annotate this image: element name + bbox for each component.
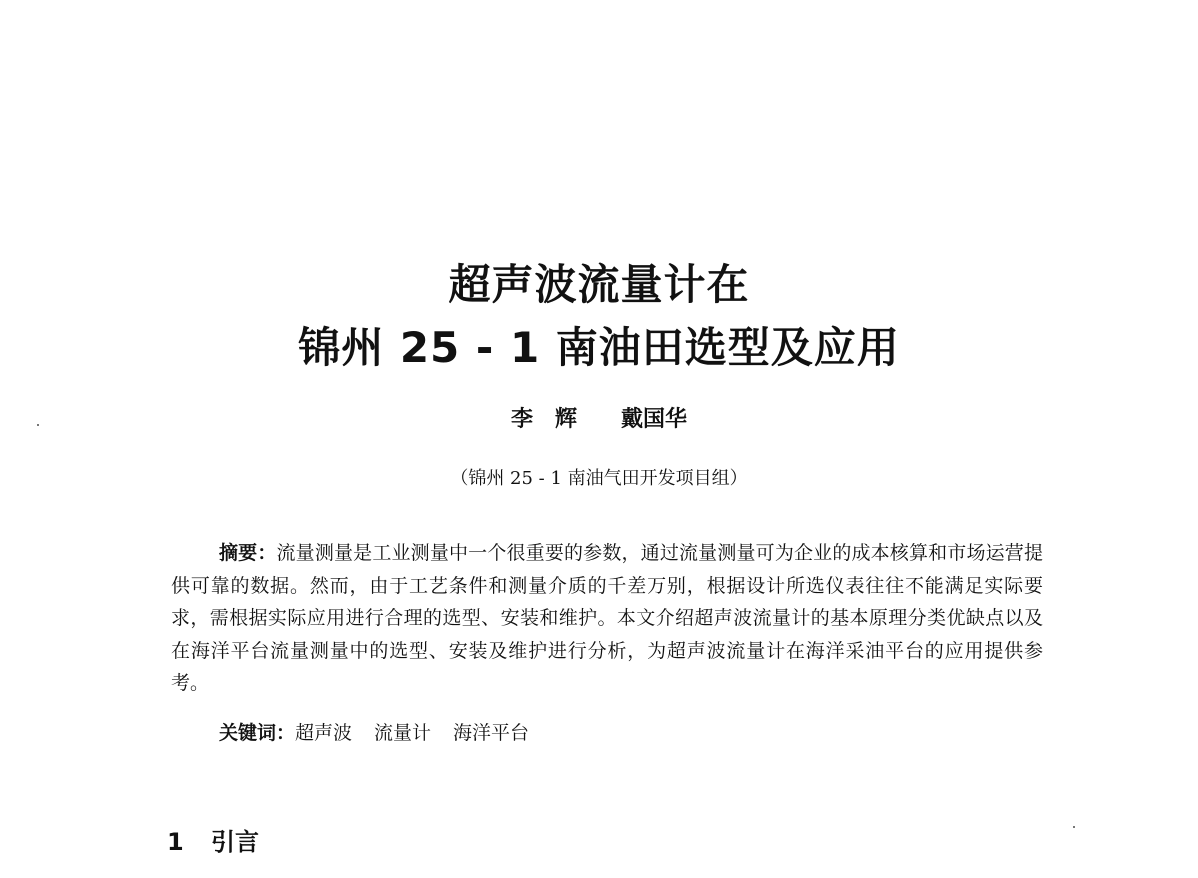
abstract-text: 流量测量是工业测量中一个很重要的参数，通过流量测量可为企业的成本核算和市场运营提供可靠的数据。然而，由于工艺条件和测量介质的千差万别，根据设计所选仪表往往不能满足实际要求，需根据实际应用进行合理的选型、安装和维护。本文介绍超声波流量计的基本原理分类优缺点以及在海洋平台流量测量中的选型、安装及维护进行分析，为超声波流量计在海洋采油平台的应用提供参考。 [171, 542, 1043, 694]
abstract-label: 摘要： [219, 542, 277, 564]
keyword: 海洋平台 [453, 722, 530, 744]
section-heading [167, 826, 259, 858]
affiliation: （锦州 25 - 1 南油气田开发项目组） [450, 468, 748, 489]
keyword: 流量计 [374, 722, 432, 744]
keywords-label: 关键词： [219, 722, 296, 744]
keywords [219, 718, 551, 748]
author-list [0, 404, 1198, 434]
paper-title-line-1: 超声波流量计在 [448, 260, 750, 309]
scan-speck [1073, 826, 1075, 828]
author-name: 李 辉 [510, 406, 577, 432]
abstract [171, 537, 1043, 700]
author-name: 戴国华 [621, 406, 688, 432]
section-title: 引言 [211, 828, 259, 856]
paper-title-line-2: 锦州 25 - 1 南油田选型及应用 [298, 323, 900, 372]
keyword: 超声波 [295, 722, 353, 744]
scan-speck [37, 424, 39, 426]
section-number: 1 [167, 828, 184, 856]
